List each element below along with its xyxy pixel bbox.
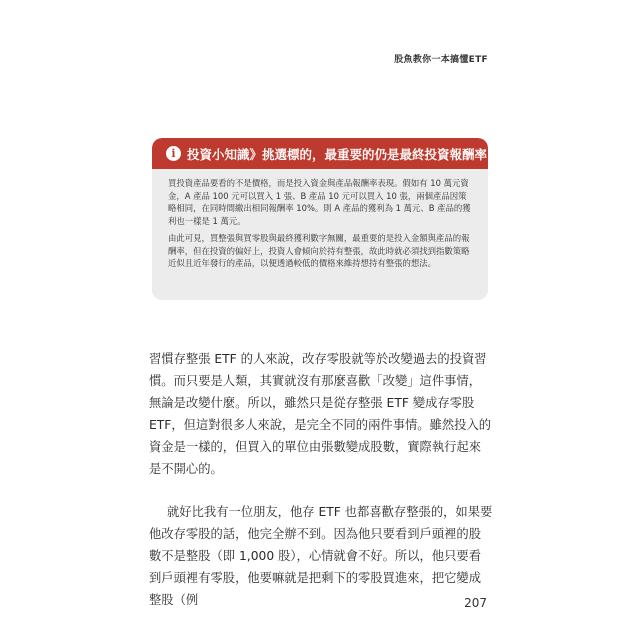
- running-header: 股魚教你一本搞懂ETF: [394, 55, 488, 65]
- tip-paragraph: 買投資產品要看的不是價格，而是投入資金與產品報酬率表現。假如有 10 萬元資金，A 產品 100 元可以買入 1 張、B 產品 10 元可以買入 10 張，兩個產品因策略相同，在同時間繳出相同報酬率 10%。則 A 產品的獲利為 1 萬元、B 產品的獲利也一樣是 1 萬元。: [168, 178, 471, 226]
- tip-box-title: 投資小知識》挑選標的，最重要的仍是最終投資報酬率: [187, 146, 488, 162]
- page-number: 207: [464, 596, 487, 610]
- body-text: [149, 348, 493, 632]
- info-icon: i: [166, 146, 181, 161]
- tip-paragraph: 由此可見，買整張與買零股與最終獲利數字無關，最重要的是投入金額與產品的報酬率，但在投資的偏好上，投資人會傾向於持有整張，故此時就必須找到指數策略近似且近年發行的產品，以便透過較低的價格來維持想持有整張的想法。: [168, 233, 470, 268]
- body-paragraph: 就好比我有一位朋友，他存 ETF 也都喜歡存整張的，如果要他改存零股的話，他完全辦不到。因為他只要看到戶頭裡的股數不是整股（即 1,000 股），心情就會不好。所以，他只要看到戶頭裡有零股，他要嘛就是把剩下的零股買進來，把它變成整股（例: [149, 505, 493, 607]
- tip-box: [152, 138, 488, 300]
- tip-box-body: [152, 169, 488, 270]
- body-paragraph: 習慣存整張 ETF 的人來說，改存零股就等於改變過去的投資習慣。而只要是人類，其實就沒有那麼喜歡「改變」這件事情，無論是改變什麼。所以，雖然只是從存整張 ETF 變成存零股 ETF，但這對很多人來說，是完全不同的兩件事情。雖然投入的資金是一樣的，但買入的單位由張數變成股數，實際執行起來是不開心的。: [149, 352, 492, 476]
- tip-box-header: [152, 138, 488, 169]
